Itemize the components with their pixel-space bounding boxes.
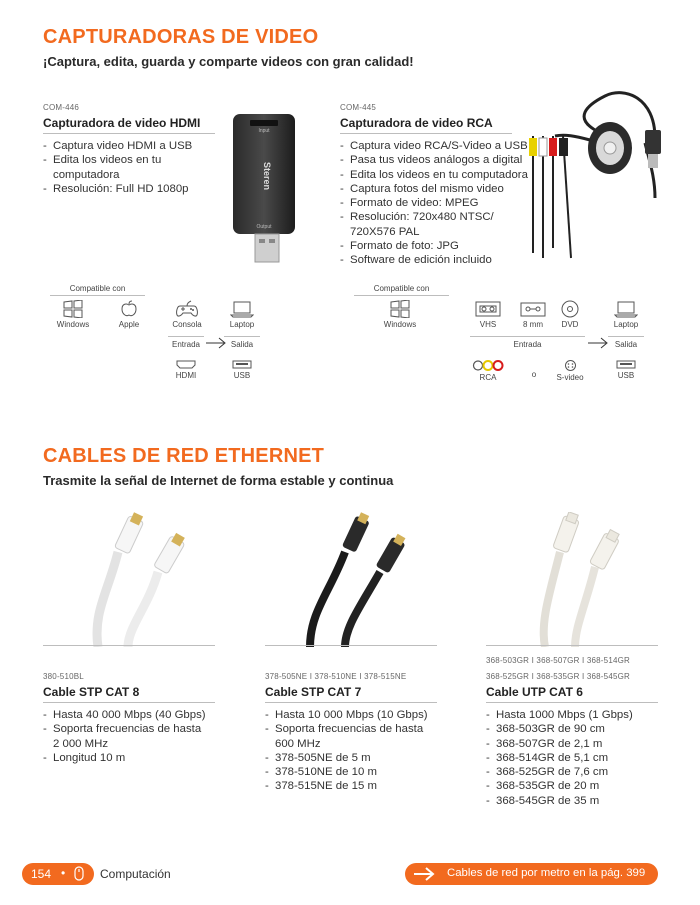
gamepad-icon [175, 300, 199, 318]
product-name: Cable STP CAT 7 [265, 685, 437, 703]
feature-item: - Formato de foto: JPG [340, 239, 540, 253]
product-name: Cable STP CAT 8 [43, 685, 215, 703]
feature-list [486, 708, 686, 808]
footer-link[interactable]: Cables de red por metro en la pág. 399 [447, 867, 646, 879]
compat-label: USB [617, 371, 635, 380]
product-code: COM-446 [43, 103, 80, 112]
feature-item: - 368-525GR de 7,6 cm [486, 765, 686, 779]
compat-laptop [221, 300, 263, 329]
feature-item: - Captura fotos del mismo video [340, 182, 540, 196]
compat-laptop [605, 300, 647, 329]
section-title-ethernet: CABLES DE RED ETHERNET [43, 445, 325, 467]
disc-icon [560, 300, 580, 318]
salida-label: Salida [608, 336, 644, 349]
compat-label: Apple [118, 320, 140, 329]
product-code: 368-503GR I 368-507GR I 368-514GR [486, 656, 631, 665]
port-usb [608, 360, 644, 380]
feature-item: - 378-515NE de 15 m [265, 779, 465, 793]
compat-label: 8 mm [523, 320, 543, 329]
product-code: 378-505NE I 378-510NE I 378-515NE [265, 672, 407, 681]
usb-port-icon [232, 360, 252, 369]
section-subtitle-capture: ¡Captura, edita, guarda y comparte videos con gran calidad! [43, 54, 414, 69]
compat-8mm [513, 300, 553, 329]
product-name: Capturadora de video HDMI [43, 116, 215, 134]
windows-icon [390, 300, 410, 318]
footer-bullet: • [61, 866, 66, 880]
laptop-icon [230, 300, 254, 318]
feature-item: - 368-514GR de 5,1 cm [486, 751, 686, 765]
mouse-icon [73, 866, 85, 882]
vhs-tape-icon [475, 300, 501, 318]
feature-item: - Edita los videos en tu computadora [340, 168, 540, 182]
compat-dvd [550, 300, 590, 329]
feature-item: 600 MHz [275, 737, 321, 750]
salida-label: Salida [224, 336, 260, 349]
device-brand-label: Steren [262, 161, 272, 191]
feature-item: - Resolución: Full HD 1080p [43, 182, 223, 196]
product-code: COM-445 [340, 103, 377, 112]
product-code: 380-510BL [43, 672, 84, 681]
arrow-right-icon [587, 336, 609, 350]
hdmi-port-icon [176, 360, 196, 369]
port-or [527, 370, 541, 379]
divider [265, 645, 437, 646]
compat-label: Laptop [613, 320, 639, 329]
compat-label: Windows [383, 320, 417, 329]
divider [43, 645, 215, 646]
compat-label: o [531, 370, 537, 379]
feature-item: - 378-505NE de 5 m [265, 751, 465, 765]
feature-item: - Software de edición incluido [340, 253, 540, 267]
compat-windows [378, 300, 422, 329]
compat-label: DVD [561, 320, 579, 329]
compat-label: VHS [479, 320, 497, 329]
port-usb [224, 360, 260, 380]
feature-item: - Formato de video: MPEG [340, 196, 540, 210]
feature-item: - Hasta 40 000 Mbps (40 Gbps) [43, 708, 243, 722]
compat-apple [108, 300, 150, 329]
compat-title: Compatible con [354, 284, 449, 296]
compat-title: Compatible con [50, 284, 145, 296]
compat-label: Consola [172, 320, 202, 329]
compat-console [166, 300, 208, 329]
feature-item: - Pasa tus videos análogos a digital [340, 153, 540, 167]
cable-cat6-image [525, 512, 645, 647]
feature-item: computadora [53, 168, 120, 181]
laptop-icon [614, 300, 638, 318]
feature-item: - Longitud 10 m [43, 751, 243, 765]
compat-label: USB [233, 371, 251, 380]
feature-item: - 378-510NE de 10 m [265, 765, 465, 779]
feature-item: - Hasta 1000 Mbps (1 Gbps) [486, 708, 686, 722]
feature-item: - Hasta 10 000 Mbps (10 Gbps) [265, 708, 465, 722]
compat-label: HDMI [175, 371, 197, 380]
usb-port-icon [616, 360, 636, 369]
product-name: Capturadora de video RCA [340, 116, 512, 134]
feature-list [265, 708, 465, 794]
feature-item: - Resolución: 720x480 NTSC/ [340, 210, 540, 224]
feature-list [43, 139, 223, 196]
device-input-label: Input [258, 128, 270, 134]
hdmi-capture-device-image [228, 108, 308, 268]
feature-item: - Soporta frecuencias de hasta [265, 722, 465, 736]
compat-label: Windows [56, 320, 90, 329]
product-name: Cable UTP CAT 6 [486, 685, 658, 703]
compat-label: Laptop [229, 320, 255, 329]
cable-cat7-image [300, 512, 420, 647]
feature-item: - Edita los videos en tu [43, 153, 223, 167]
port-rca [470, 360, 506, 382]
feature-item: - 368-545GR de 35 m [486, 794, 686, 808]
apple-icon [120, 300, 138, 318]
compat-label: RCA [479, 373, 497, 382]
feature-item: - 368-535GR de 20 m [486, 779, 686, 793]
port-hdmi [168, 360, 204, 380]
compat-vhs [468, 300, 508, 329]
compat-windows [52, 300, 94, 329]
svideo-port-icon [565, 360, 576, 371]
compat-label: S-video [556, 373, 584, 382]
feature-item: - 368-503GR de 90 cm [486, 722, 686, 736]
section-subtitle-ethernet: Trasmite la señal de Internet de forma estable y continua [43, 473, 394, 488]
rca-jacks-icon [472, 360, 504, 371]
rca-capture-device-image [505, 78, 665, 268]
page-number: 154 [31, 867, 52, 881]
feature-item: - Captura video RCA/S-Video a USB [340, 139, 540, 153]
cable-cat8-image [88, 512, 208, 647]
feature-item: - Captura video HDMI a USB [43, 139, 223, 153]
feature-item: - 368-507GR de 2,1 m [486, 737, 686, 751]
cassette-8mm-icon [520, 300, 546, 318]
device-output-label: Output [256, 224, 272, 230]
arrow-right-icon [412, 866, 436, 882]
section-title-capture: CAPTURADORAS DE VIDEO [43, 26, 319, 48]
entrada-label: Entrada [168, 336, 204, 349]
feature-list [43, 708, 243, 765]
feature-item: - Soporta frecuencias de hasta [43, 722, 243, 736]
entrada-label: Entrada [470, 336, 585, 349]
divider [486, 645, 658, 646]
feature-item: 2 000 MHz [53, 737, 109, 750]
port-svideo [550, 360, 590, 382]
product-code: 368-525GR I 368-535GR I 368-545GR [486, 672, 631, 681]
windows-icon [63, 300, 83, 318]
feature-item: 720X576 PAL [350, 225, 420, 238]
footer-category: Computación [100, 867, 171, 881]
